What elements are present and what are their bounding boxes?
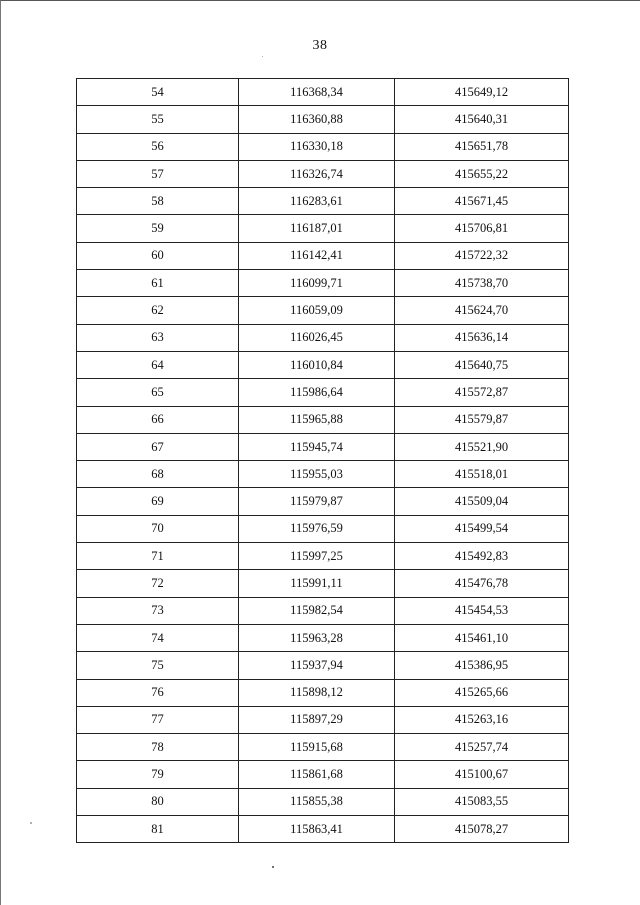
table-row <box>77 133 569 160</box>
point-number-cell: 72 <box>77 570 239 597</box>
x-coordinate-cell: 115937,94 <box>239 652 395 679</box>
table-row <box>77 624 569 651</box>
y-coordinate-cell: 415263,16 <box>395 706 569 733</box>
point-number-cell: 73 <box>77 597 239 624</box>
y-coordinate-cell: 415476,78 <box>395 570 569 597</box>
point-number-cell: 80 <box>77 788 239 815</box>
y-coordinate-cell: 415509,04 <box>395 488 569 515</box>
y-coordinate-cell: 415651,78 <box>395 133 569 160</box>
y-coordinate-cell: 415521,90 <box>395 433 569 460</box>
x-coordinate-cell: 115991,11 <box>239 570 395 597</box>
scan-speck <box>272 866 274 868</box>
point-number-cell: 69 <box>77 488 239 515</box>
table-row <box>77 543 569 570</box>
x-coordinate-cell: 115997,25 <box>239 543 395 570</box>
x-coordinate-cell: 115915,68 <box>239 734 395 761</box>
point-number-cell: 75 <box>77 652 239 679</box>
x-coordinate-cell: 116187,01 <box>239 215 395 242</box>
point-number-cell: 62 <box>77 297 239 324</box>
table-row <box>77 734 569 761</box>
y-coordinate-cell: 415492,83 <box>395 543 569 570</box>
point-number-cell: 70 <box>77 515 239 542</box>
coordinates-table-body <box>77 79 569 843</box>
point-number-cell: 55 <box>77 106 239 133</box>
point-number-cell: 61 <box>77 270 239 297</box>
point-number-cell: 56 <box>77 133 239 160</box>
table-row <box>77 570 569 597</box>
x-coordinate-cell: 116360,88 <box>239 106 395 133</box>
x-coordinate-cell: 115897,29 <box>239 706 395 733</box>
table-row <box>77 324 569 351</box>
table-row <box>77 297 569 324</box>
y-coordinate-cell: 415640,75 <box>395 351 569 378</box>
y-coordinate-cell: 415572,87 <box>395 379 569 406</box>
x-coordinate-cell: 115861,68 <box>239 761 395 788</box>
table-row <box>77 488 569 515</box>
point-number-cell: 77 <box>77 706 239 733</box>
x-coordinate-cell: 116330,18 <box>239 133 395 160</box>
x-coordinate-cell: 116099,71 <box>239 270 395 297</box>
point-number-cell: 65 <box>77 379 239 406</box>
y-coordinate-cell: 415518,01 <box>395 461 569 488</box>
scan-speck <box>262 56 263 57</box>
coordinates-table <box>76 78 569 843</box>
point-number-cell: 54 <box>77 79 239 106</box>
table-row <box>77 379 569 406</box>
point-number-cell: 74 <box>77 624 239 651</box>
table-row <box>77 106 569 133</box>
table-row <box>77 188 569 215</box>
y-coordinate-cell: 415706,81 <box>395 215 569 242</box>
table-row <box>77 242 569 269</box>
x-coordinate-cell: 115945,74 <box>239 433 395 460</box>
page-number: 38 <box>312 38 328 53</box>
x-coordinate-cell: 115863,41 <box>239 816 395 843</box>
x-coordinate-cell: 116026,45 <box>239 324 395 351</box>
point-number-cell: 79 <box>77 761 239 788</box>
x-coordinate-cell: 115955,03 <box>239 461 395 488</box>
point-number-cell: 58 <box>77 188 239 215</box>
point-number-cell: 66 <box>77 406 239 433</box>
y-coordinate-cell: 415265,66 <box>395 679 569 706</box>
point-number-cell: 59 <box>77 215 239 242</box>
point-number-cell: 67 <box>77 433 239 460</box>
point-number-cell: 81 <box>77 816 239 843</box>
table-row <box>77 597 569 624</box>
table-row <box>77 706 569 733</box>
y-coordinate-cell: 415078,27 <box>395 816 569 843</box>
table-row <box>77 788 569 815</box>
y-coordinate-cell: 415624,70 <box>395 297 569 324</box>
x-coordinate-cell: 115976,59 <box>239 515 395 542</box>
y-coordinate-cell: 415257,74 <box>395 734 569 761</box>
table-row <box>77 761 569 788</box>
y-coordinate-cell: 415386,95 <box>395 652 569 679</box>
x-coordinate-cell: 115963,28 <box>239 624 395 651</box>
table-row <box>77 406 569 433</box>
y-coordinate-cell: 415461,10 <box>395 624 569 651</box>
table-row <box>77 433 569 460</box>
y-coordinate-cell: 415655,22 <box>395 160 569 187</box>
table-row <box>77 515 569 542</box>
point-number-cell: 63 <box>77 324 239 351</box>
table-row <box>77 215 569 242</box>
scan-speck <box>30 822 32 824</box>
y-coordinate-cell: 415083,55 <box>395 788 569 815</box>
y-coordinate-cell: 415671,45 <box>395 188 569 215</box>
y-coordinate-cell: 415454,53 <box>395 597 569 624</box>
y-coordinate-cell: 415499,54 <box>395 515 569 542</box>
x-coordinate-cell: 115986,64 <box>239 379 395 406</box>
point-number-cell: 71 <box>77 543 239 570</box>
point-number-cell: 60 <box>77 242 239 269</box>
point-number-cell: 57 <box>77 160 239 187</box>
x-coordinate-cell: 116059,09 <box>239 297 395 324</box>
x-coordinate-cell: 116142,41 <box>239 242 395 269</box>
y-coordinate-cell: 415636,14 <box>395 324 569 351</box>
x-coordinate-cell: 115982,54 <box>239 597 395 624</box>
table-row <box>77 270 569 297</box>
table-row <box>77 160 569 187</box>
table-row <box>77 816 569 843</box>
x-coordinate-cell: 116326,74 <box>239 160 395 187</box>
x-coordinate-cell: 116283,61 <box>239 188 395 215</box>
table-row <box>77 79 569 106</box>
x-coordinate-cell: 115898,12 <box>239 679 395 706</box>
table-row <box>77 351 569 378</box>
table-row <box>77 679 569 706</box>
point-number-cell: 78 <box>77 734 239 761</box>
x-coordinate-cell: 115855,38 <box>239 788 395 815</box>
y-coordinate-cell: 415100,67 <box>395 761 569 788</box>
point-number-cell: 76 <box>77 679 239 706</box>
y-coordinate-cell: 415640,31 <box>395 106 569 133</box>
table-row <box>77 652 569 679</box>
y-coordinate-cell: 415738,70 <box>395 270 569 297</box>
point-number-cell: 68 <box>77 461 239 488</box>
y-coordinate-cell: 415649,12 <box>395 79 569 106</box>
point-number-cell: 64 <box>77 351 239 378</box>
y-coordinate-cell: 415722,32 <box>395 242 569 269</box>
y-coordinate-cell: 415579,87 <box>395 406 569 433</box>
x-coordinate-cell: 115965,88 <box>239 406 395 433</box>
x-coordinate-cell: 116368,34 <box>239 79 395 106</box>
x-coordinate-cell: 116010,84 <box>239 351 395 378</box>
table-row <box>77 461 569 488</box>
x-coordinate-cell: 115979,87 <box>239 488 395 515</box>
